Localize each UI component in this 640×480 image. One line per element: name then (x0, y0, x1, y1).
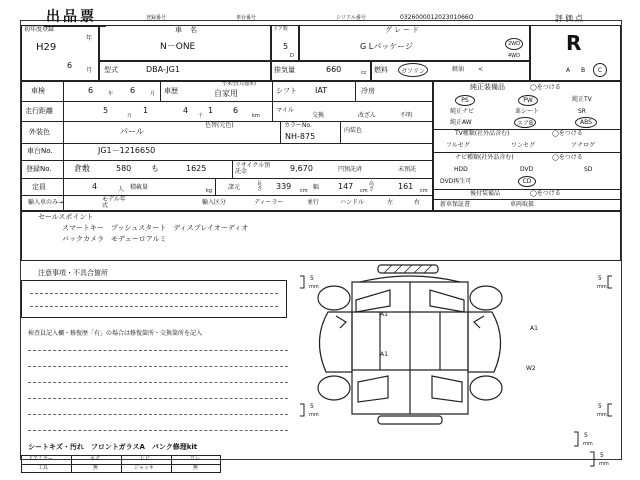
handle-left: 左 (387, 199, 394, 206)
plate-class: 580 (116, 164, 132, 173)
recycle-unit: 円預託済 (338, 166, 363, 173)
month-unit: 月 (86, 67, 93, 74)
fuel-other-mark: < (478, 66, 484, 73)
handle-right: 右 (414, 199, 421, 206)
width-label: 幅 (313, 184, 320, 191)
rear-equipment-title: 後付装備品 (470, 190, 501, 197)
manual-label: 車両取扱 (510, 201, 535, 208)
nav-dvd: DVD (520, 166, 534, 173)
equip-leather: 革シート (515, 108, 540, 115)
unknown-label: 不明 (400, 112, 413, 119)
model-year-label: モデル年式 (102, 196, 126, 209)
dot-a: A (566, 67, 571, 74)
grade-score-label: 評価点 (555, 14, 585, 23)
length-label: 長さ (257, 181, 263, 192)
mm-value-tl: 5 (310, 275, 314, 282)
diagram-label-a1-right: A1 (530, 325, 538, 332)
color-change-label: 色替(元色) (205, 122, 234, 129)
swap-label: 交換 (312, 112, 325, 119)
mm-value-br: 5 (598, 403, 602, 410)
sales-points-title: セールスポイント (38, 213, 94, 221)
caution-box (21, 280, 287, 318)
car-name: N－ONE (160, 42, 196, 52)
model-code: DBA-JG1 (146, 65, 180, 74)
height-unit: cm (420, 188, 428, 194)
diagram-label-a1-left: A1 (380, 311, 388, 318)
mm-value-b2: 5 (600, 452, 604, 459)
equipment-note: ◯をつける (530, 84, 561, 91)
car-name-label: 車名 (175, 26, 205, 34)
mm-unit-tr: mm (597, 284, 607, 290)
fuel-gasoline-circle: ガソリン (398, 63, 428, 77)
color-code: NH-875 (285, 132, 316, 141)
usage-label: 車歴 (164, 87, 178, 95)
equip-pw: PW (518, 95, 538, 106)
inspector-title: 検査員記入欄・修復歴「有」の場合は修復箇所・交換箇所を記入 (28, 330, 203, 337)
load-unit: kg (206, 188, 213, 194)
first-registration-label: 初年度登録 (24, 26, 55, 33)
cd-circle: CD (518, 176, 536, 187)
fuel-diesel: 軽油 (452, 66, 465, 73)
form-title: 出品票 (46, 9, 97, 25)
aircon-label: 冷房 (361, 87, 375, 95)
inspection-year: 6 (88, 86, 94, 95)
sales-points-line2: バックカメラ モデューロアルミ (62, 235, 167, 243)
specs-label: 諸元 (228, 184, 241, 191)
table-cell-1: 工具 (38, 465, 49, 471)
mm-value-tr: 5 (598, 275, 602, 282)
table-header-2: キズ (90, 456, 100, 462)
displacement: 660 (326, 65, 342, 74)
parallel-label: 並行 (307, 199, 320, 206)
mm-unit-br: mm (597, 412, 607, 418)
table-cell-4: 無 (193, 465, 199, 471)
diagram-label-w2: W2 (526, 365, 536, 372)
table-cell-3: ジャッキ (134, 465, 154, 471)
cc-unit: cc (361, 70, 367, 76)
mm-unit-b1: mm (583, 441, 593, 447)
exterior-color-label: 外装色 (29, 128, 50, 136)
chassis-value: JG1－1216650 (98, 146, 156, 155)
caution-title: 注意事項・不具合箇所 (38, 269, 108, 277)
mileage-digit-2: 1 (143, 106, 149, 115)
sales-points-line1: スマートキー プッシュスタート ディスプレイオーディオ (62, 224, 249, 232)
drive-4wd: 4WD (508, 53, 520, 59)
inspection-month-unit: 月 (150, 91, 156, 97)
warranty-label: 新車保証書 (440, 201, 471, 208)
doors-count: 5 (283, 42, 289, 51)
tv-type-title: TV種類(社外品含む) (455, 130, 510, 137)
year-unit: 年 (86, 35, 93, 42)
grade-score: R (566, 31, 582, 55)
width-unit: cm (360, 188, 368, 194)
shift-value: IAT (315, 86, 328, 95)
width-value: 147 (338, 182, 354, 191)
registration-year: H29 (36, 42, 57, 53)
plate-kana: も (151, 164, 159, 173)
fuel-label: 燃料 (374, 66, 388, 74)
doors-label: ドア数 (273, 26, 288, 32)
bottom-note: シートキズ・汚れ フロントガラスA バンク修理kit (28, 443, 198, 451)
capacity-unit: 人 (118, 186, 125, 193)
registration-month: 6 (67, 61, 73, 70)
mileage-digit-4: 1 (208, 106, 214, 115)
equip-aw: 純正AW (450, 119, 472, 126)
mileage-sen-unit: 千 (198, 113, 204, 119)
plate-number: 1625 (186, 164, 207, 173)
table-header-1: ドアミラー (28, 456, 53, 462)
dealer-label: ディーラー (254, 199, 284, 206)
grade-label: グレード (385, 26, 421, 34)
diagram-label-a1-mid: A1 (380, 351, 388, 358)
recycle-label: リサイクル預託金 (235, 162, 271, 175)
inspection-month: 6 (130, 86, 136, 95)
mm-value-bl: 5 (310, 403, 314, 410)
fuel-cell (371, 61, 530, 81)
capacity-label: 定員 (32, 183, 46, 191)
mileage-km-unit: km (252, 113, 260, 119)
nav-hdd: HDD (454, 166, 468, 173)
interior-label: 内装色 (344, 127, 363, 134)
tv-analog: アナログ (571, 142, 596, 149)
nav-sd: SD (584, 166, 593, 173)
inspection-label: 車検 (31, 87, 45, 95)
mile-label: マイル (276, 107, 294, 114)
recycle-status: 未預託 (398, 166, 417, 173)
mm-unit-tl: mm (309, 284, 319, 290)
chassis-number-label: 車台番号 (236, 15, 257, 21)
mileage-digit-3: 4 (183, 106, 189, 115)
equip-sr: SR (578, 108, 586, 115)
inspection-year-unit: 年 (108, 91, 114, 97)
capacity-value: 4 (92, 182, 98, 191)
mm-unit-bl: mm (309, 412, 319, 418)
nav-type-note: ◯をつける (552, 154, 583, 161)
exterior-color: パール (120, 127, 144, 136)
dot-c-circle: C (593, 63, 607, 77)
table-header-3: ヒビ (140, 456, 151, 462)
dot-b: B (581, 67, 586, 74)
serial-number: 032600001202301066O (400, 14, 474, 21)
dvd-play-label: DVD再生可 (440, 178, 472, 185)
handle-label: ハンドル (340, 199, 365, 206)
load-label: 積載量 (130, 184, 149, 191)
length-unit: cm (300, 188, 308, 194)
displacement-label: 排気量 (274, 66, 295, 74)
tv-type-note: ◯をつける (552, 130, 583, 137)
mileage-man-unit: 万 (127, 113, 133, 119)
tv-oneseg: ワンセグ (511, 142, 536, 149)
plate-label: 登録No. (26, 165, 52, 173)
nav-type-title: ナビ種類(社外品含む) (455, 154, 514, 161)
recycle-amount: 9,670 (290, 164, 313, 173)
color-code-label: カラーNo. (284, 122, 312, 129)
table-header-4: ワレ (190, 456, 201, 462)
equip-airbag: エアB (514, 117, 536, 128)
doors-unit: D (290, 53, 294, 59)
mm-value-b1: 5 (584, 432, 588, 439)
drive-2wd-circle: 2WD (505, 38, 523, 50)
mileage-digit-1: 5 (103, 106, 109, 115)
mileage-digit-5: 6 (233, 106, 239, 115)
chassis-label: 車台No. (27, 147, 53, 155)
serial-label: シリアル番号 (336, 15, 366, 21)
table-cell-2: 無 (93, 465, 99, 471)
mileage-label: 走行距離 (25, 107, 53, 115)
import-only-label: 輸入車のみ→ (28, 199, 64, 206)
equip-ps: PS (455, 95, 475, 106)
equip-nav: 純正ナビ (450, 108, 475, 115)
height-label: 高さ (369, 181, 375, 192)
equip-abs: ABS (575, 117, 597, 128)
mm-unit-b2: mm (599, 461, 609, 467)
tampered-label: 改ざん (358, 112, 377, 119)
model-label: 型式 (104, 66, 118, 74)
rear-equipment-note: ◯をつける (530, 190, 561, 197)
shift-label: シフト (276, 87, 297, 95)
grade-name: G Lパッケージ (360, 42, 414, 51)
usage-value: 自家用 (214, 89, 238, 98)
reg-number-label: 登録番号 (146, 15, 167, 21)
tv-fullseg: フルセグ (446, 142, 470, 149)
height-value: 161 (398, 182, 414, 191)
length-value: 339 (276, 182, 292, 191)
usage-note: 小米型(共通車) (222, 81, 256, 87)
equipment-title: 純正装備品 (470, 83, 505, 91)
plate-area: 倉敷 (74, 164, 90, 173)
equip-tv: 純正TV (572, 96, 592, 103)
model-cell (99, 61, 271, 81)
import-class-label: 輸入区分 (202, 199, 227, 206)
